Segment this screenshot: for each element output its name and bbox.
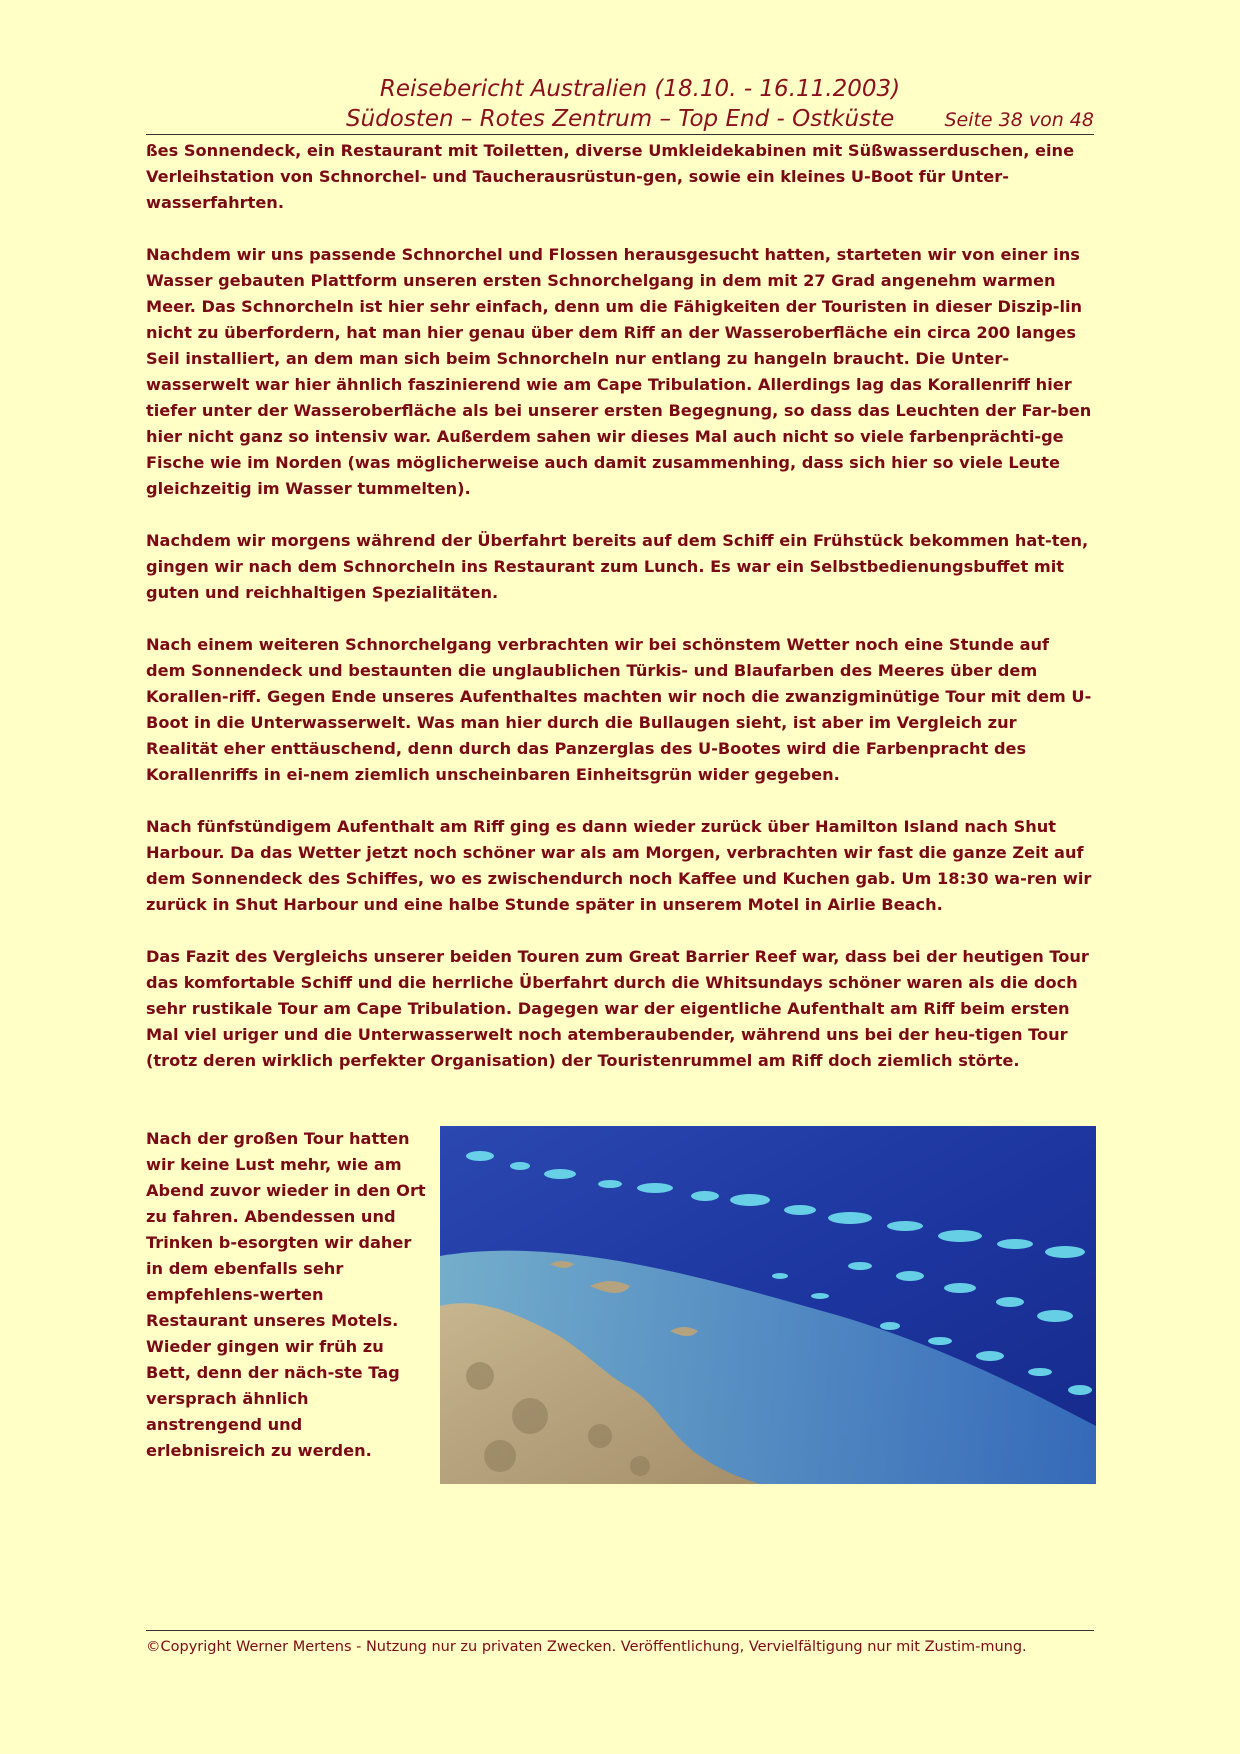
paragraph-5: Nach fünfstündigem Aufenthalt am Riff ging es dann wieder zurück über Hamilton Island nach Shut Harbour. Da das Wetter jetzt noch schöner war als am Morgen, verbrachten wir fast die ganze Zeit auf dem Sonnendeck des Schiffes, wo es zwischendurch noch Kaffee und Kuchen gab. Um 18:30 wa-ren wir zurück in Shut Harbour und eine halbe Stunde später in unserem Motel in Airlie Beach.	[146, 817, 1092, 914]
paragraph-4: Nach einem weiteren Schnorchelgang verbrachten wir bei schönstem Wetter noch eine Stunde auf dem Sonnendeck und bestaunten die unglaublichen Türkis- und Blaufarben des Meeres über dem Korallen-riff. Gegen Ende unseres Aufenthaltes machten wir noch die zwanzigminütige Tour mit dem U-Boot in die Unterwasserwelt. Was man hier durch die Bullaugen sieht, ist aber im Vergleich zur Realität eher enttäuschend, denn durch das Panzerglas des U-Bootes wird die Farbenpracht des Korallenriffs in ei-nem ziemlich unscheinbaren Einheitsgrün wider gegeben.	[146, 635, 1092, 784]
page-header	[146, 74, 1094, 135]
reef-satellite-photo	[440, 1126, 1096, 1484]
paragraph-6: Das Fazit des Vergleichs unserer beiden Touren zum Great Barrier Reef war, dass bei der heutigen Tour das komfortable Schiff und die herrliche Überfahrt durch die Whitsundays schöner waren als die doch sehr rustikale Tour am Cape Tribulation. Dagegen war der eigentliche Aufenthalt am Riff beim ersten Mal viel uriger und die Unterwasserwelt noch atemberaubender, während uns bei der heu-tigen Tour (trotz deren wirklich perfekter Organisation) der Touristenrummel am Riff doch ziemlich störte.	[146, 947, 1089, 1070]
document-subtitle: Südosten – Rotes Zentrum – Top End - Ostküste	[346, 106, 895, 132]
copyright-notice: ©Copyright Werner Mertens - Nutzung nur zu privaten Zwecken. Veröffentlichung, Vervielfältigung nur mit Zustim-mung.	[146, 1639, 1027, 1655]
side-paragraph: Nach der großen Tour hatten wir keine Lust mehr, wie am Abend zuvor wieder in den Ort zu fahren. Abendessen und Trinken b-esorgten wir daher in dem ebenfalls sehr empfehlens-werten Restaurant unseres Motels. Wieder gingen wir früh zu Bett, denn der näch-ste Tag versprach ähnlich anstrengend und erlebnisreich zu werden.	[146, 1129, 426, 1460]
body-text	[146, 138, 1094, 1100]
document-title: Reisebericht Australien (18.10. - 16.11.2003)	[379, 76, 901, 102]
side-text	[146, 1126, 426, 1464]
subtitle-row	[146, 104, 1094, 135]
paragraph-3: Nachdem wir morgens während der Überfahrt bereits auf dem Schiff ein Frühstück bekommen hat-ten, gingen wir nach dem Schnorcheln ins Restaurant zum Lunch. Es war ein Selbstbedienungsbuffet mit guten und reichhaltigen Spezialitäten.	[146, 531, 1089, 602]
page-footer	[146, 1630, 1094, 1659]
paragraph-2: Nachdem wir uns passende Schnorchel und Flossen herausgesucht hatten, starteten wir von einer ins Wasser gebauten Plattform unseren ersten Schnorchelgang in dem mit 27 Grad angenehm warmen Meer. Das Schnorcheln ist hier sehr einfach, denn um die Fähigkeiten der Touristen in dieser Diszip-lin nicht zu überfordern, hat man hier genau über dem Riff an der Wasseroberfläche ein circa 200 langes Seil installiert, an dem man sich beim Schnorcheln nur entlang zu hangeln braucht. Die Unter-wasserwelt war hier ähnlich faszinierend wie am Cape Tribulation. Allerdings lag das Korallenriff hier tiefer unter der Wasseroberfläche als bei unserer ersten Begegnung, so dass das Leuchten der Far-ben hier nicht ganz so intensiv war. Außerdem sahen wir dieses Mal auch nicht so viele farbenprächti-ge Fische wie im Norden (was möglicherweise auch damit zusammenhing, dass sich hier so viele Leute gleichzeitig im Wasser tummelten).	[146, 245, 1092, 498]
text-image-section	[146, 1126, 1094, 1486]
paragraph-1: ßes Sonnendeck, ein Restaurant mit Toiletten, diverse Umkleidekabinen mit Süßwasserduschen, eine Verleihstation von Schnorchel- und Taucherausrüstun-gen, sowie ein kleines U-Boot für Unter-wasserfahrten.	[146, 141, 1075, 212]
page-number: Seite 38 von 48	[944, 109, 1094, 131]
